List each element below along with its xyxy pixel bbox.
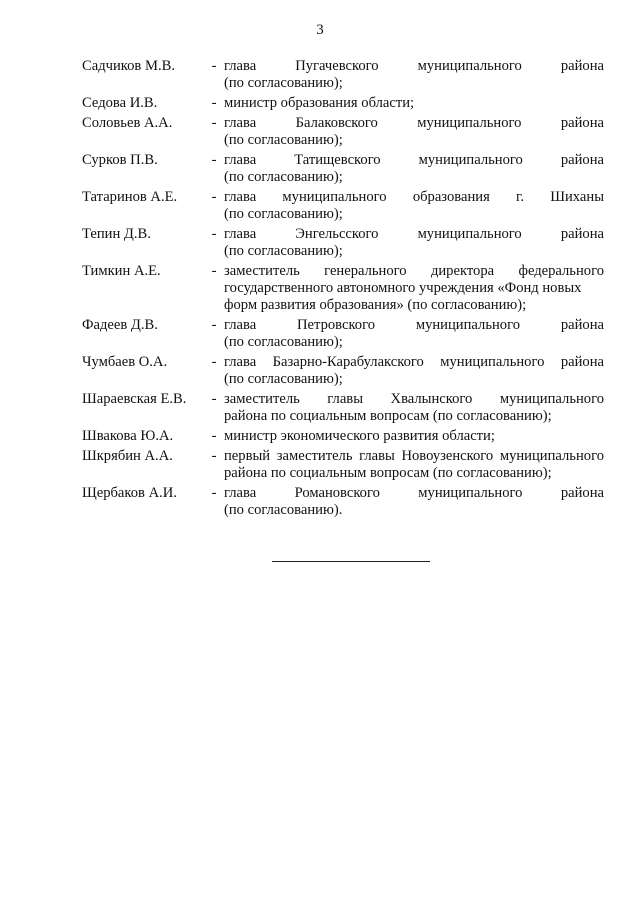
position-line: глава Базарно-Карабулакского муниципального района (224, 354, 604, 370)
position-line: (по согласованию). (224, 502, 343, 518)
position-line: (по согласованию); (224, 169, 343, 185)
position-line: форм развития образования» (по согласованию); (224, 297, 527, 313)
member-row (82, 485, 604, 519)
member-dash: - (211, 152, 217, 168)
position-line: глава Петровского муниципального района (224, 317, 604, 333)
member-dash: - (211, 189, 217, 205)
member-dash: - (211, 115, 217, 131)
member-dash: - (211, 391, 217, 407)
closing-divider-line (272, 561, 430, 562)
position-line: глава муниципального образования г. Шиханы (224, 189, 604, 205)
position-line: министр экономического развития области; (224, 428, 495, 444)
member-position (224, 58, 604, 92)
member-position (224, 448, 604, 482)
position-line: района по социальным вопросам (по согласованию); (224, 465, 552, 481)
position-line: первый заместитель главы Новоузенского муниципального (224, 448, 604, 464)
member-position (224, 354, 604, 388)
member-row (82, 391, 604, 425)
member-position (224, 428, 604, 445)
member-position (224, 226, 604, 260)
member-row (82, 58, 604, 92)
member-dash: - (211, 354, 217, 370)
member-name: Фадеев Д.В. (82, 317, 158, 333)
member-position (224, 152, 604, 186)
member-row (82, 354, 604, 388)
position-line: глава Романовского муниципального района (224, 485, 604, 501)
member-position (224, 263, 604, 314)
member-row (82, 448, 604, 482)
position-line: заместитель главы Хвалынского муниципального (224, 391, 604, 407)
member-name: Тепин Д.В. (82, 226, 151, 242)
member-name: Седова И.В. (82, 95, 158, 111)
member-position (224, 95, 604, 112)
page-number: 3 (316, 22, 324, 38)
member-list (82, 58, 604, 522)
member-dash: - (211, 428, 217, 444)
member-row (82, 263, 604, 314)
member-dash: - (211, 226, 217, 242)
member-name: Сурков П.В. (82, 152, 158, 168)
position-line: (по согласованию); (224, 371, 343, 387)
member-name: Садчиков М.В. (82, 58, 175, 74)
member-row (82, 95, 604, 112)
member-name: Тимкин А.Е. (82, 263, 161, 279)
member-row (82, 317, 604, 351)
member-position (224, 115, 604, 149)
member-row (82, 428, 604, 445)
member-name: Щербаков А.И. (82, 485, 177, 501)
position-line: государственного автономного учреждения «Фонд новых (224, 280, 582, 296)
member-position (224, 189, 604, 223)
member-dash: - (211, 95, 217, 111)
member-dash: - (211, 317, 217, 333)
position-line: глава Татищевского муниципального района (224, 152, 604, 168)
member-name: Шараевская Е.В. (82, 391, 187, 407)
member-dash: - (211, 448, 217, 464)
member-row (82, 189, 604, 223)
member-position (224, 391, 604, 425)
position-line: (по согласованию); (224, 75, 343, 91)
position-line: глава Энгельсского муниципального района (224, 226, 604, 242)
position-line: (по согласованию); (224, 206, 343, 222)
member-position (224, 317, 604, 351)
position-line: заместитель генерального директора федерального (224, 263, 604, 279)
member-row (82, 115, 604, 149)
member-dash: - (211, 58, 217, 74)
member-name: Шкрябин А.А. (82, 448, 173, 464)
position-line: министр образования области; (224, 95, 415, 111)
position-line: (по согласованию); (224, 132, 343, 148)
member-name: Швакова Ю.А. (82, 428, 174, 444)
position-line: глава Балаковского муниципального района (224, 115, 604, 131)
member-dash: - (211, 485, 217, 501)
member-name: Чумбаев О.А. (82, 354, 168, 370)
member-row (82, 226, 604, 260)
member-row (82, 152, 604, 186)
position-line: (по согласованию); (224, 243, 343, 259)
position-line: (по согласованию); (224, 334, 343, 350)
member-dash: - (211, 263, 217, 279)
member-name: Соловьев А.А. (82, 115, 173, 131)
member-position (224, 485, 604, 519)
member-name: Татаринов А.Е. (82, 189, 178, 205)
position-line: района по социальным вопросам (по согласованию); (224, 408, 552, 424)
position-line: глава Пугачевского муниципального района (224, 58, 604, 74)
